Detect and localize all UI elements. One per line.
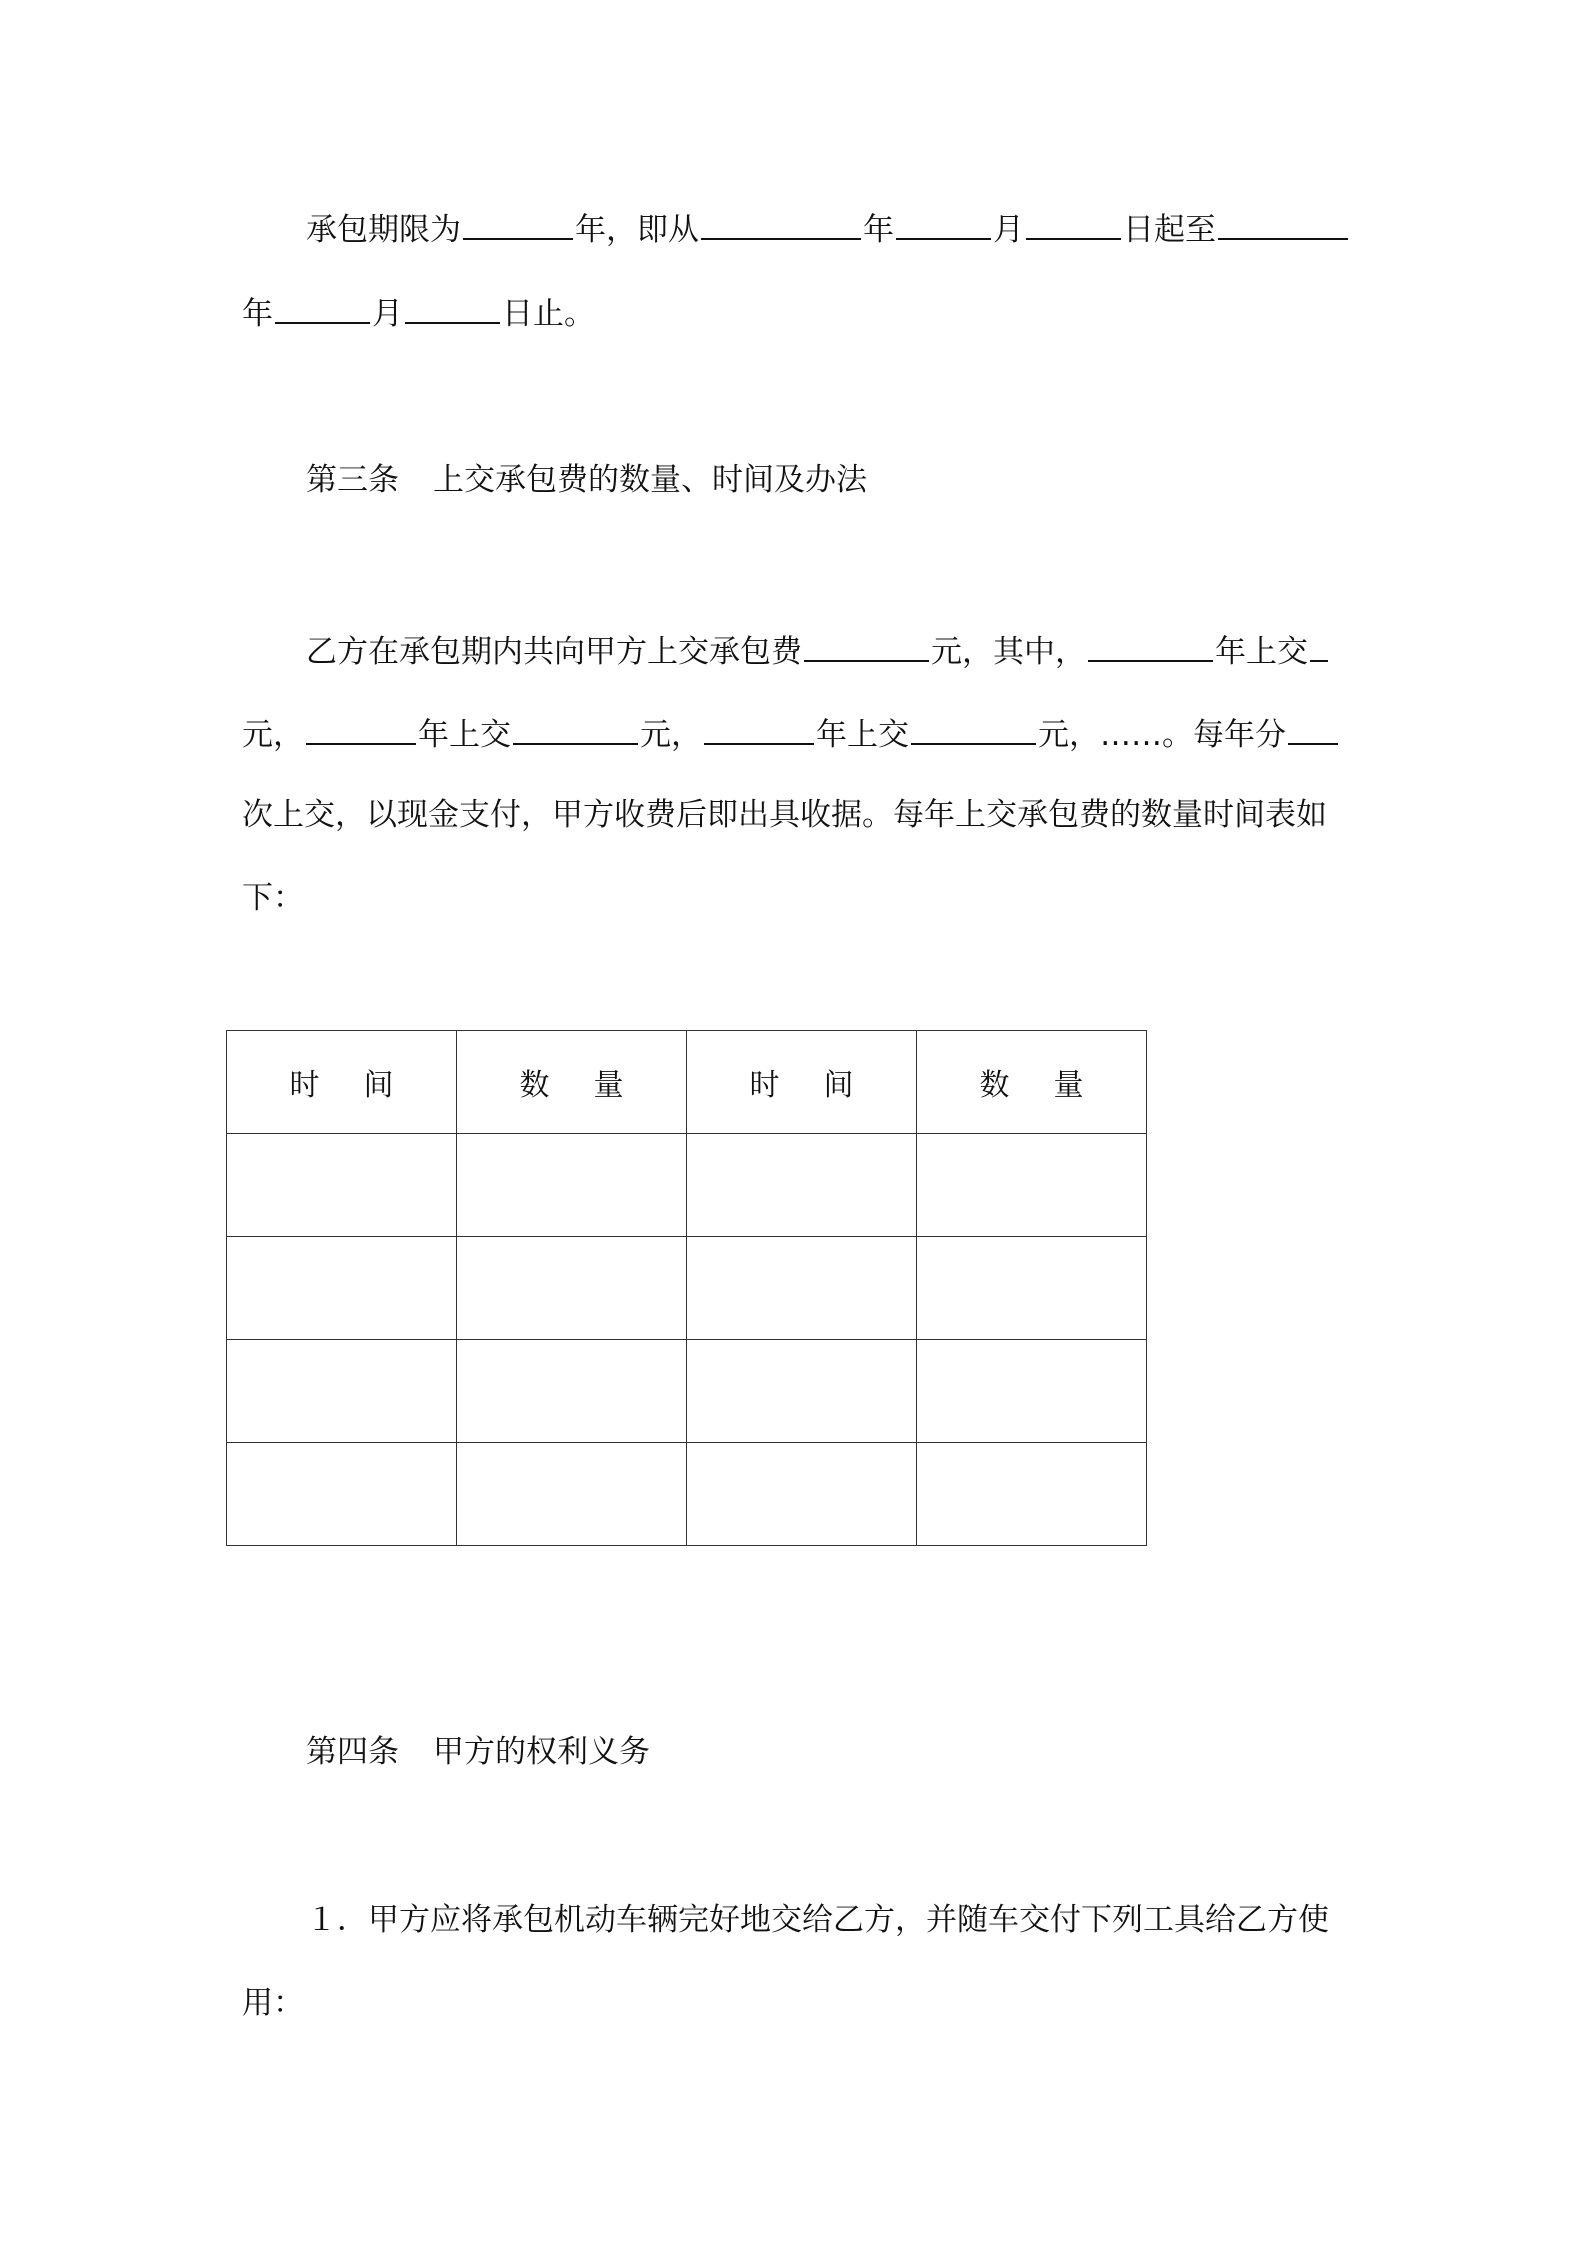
amount-1-blank[interactable]	[1310, 630, 1328, 662]
table-cell[interactable]	[227, 1134, 457, 1237]
payment-line-2: 元， 年上交 元， 年上交 元，……。每年分	[242, 713, 1352, 755]
clause-1-line-1: １．甲方应将承包机动车辆完好地交给乙方，并随车交付下列工具给乙方使	[306, 1902, 1329, 1938]
year-3-blank[interactable]	[704, 713, 814, 745]
table-row	[227, 1237, 1147, 1340]
payment-schedule-table	[226, 1030, 1147, 1546]
table-cell[interactable]	[917, 1340, 1147, 1443]
start-year-blank[interactable]	[701, 208, 861, 240]
end-month-blank[interactable]	[275, 292, 370, 324]
table-row	[227, 1340, 1147, 1443]
article-3-heading	[306, 460, 1352, 500]
end-year-blank[interactable]	[1218, 208, 1348, 240]
article-4-title: 甲方的权利义务	[433, 1734, 650, 1770]
years-blank[interactable]	[463, 208, 573, 240]
table-cell[interactable]	[457, 1237, 687, 1340]
header-cell-amount-1: 数量	[457, 1031, 687, 1134]
article-3-number: 第三条	[306, 462, 399, 498]
table-header-row	[227, 1031, 1147, 1134]
year-2-blank[interactable]	[306, 713, 416, 745]
amount-3-blank[interactable]	[911, 713, 1036, 745]
article-4-heading	[306, 1732, 1352, 1772]
term-label: 承包期限为	[306, 212, 461, 248]
table-cell[interactable]	[917, 1134, 1147, 1237]
payment-line-1: 乙方在承包期内共向甲方上交承包费 元，其中， 年上交	[306, 630, 1352, 672]
term-line-1: 承包期限为 年，即从 年 月 日起至	[306, 208, 1352, 250]
header-cell-time-1: 时间	[227, 1031, 457, 1134]
table-cell[interactable]	[687, 1443, 917, 1546]
table-cell[interactable]	[917, 1237, 1147, 1340]
clause-1-line-2: 用：	[242, 1985, 304, 2021]
table-cell[interactable]	[227, 1237, 457, 1340]
term-line-2: 年 月 日止。	[242, 292, 1352, 334]
table-cell[interactable]	[227, 1340, 457, 1443]
payment-line-4: 下：	[242, 880, 304, 916]
table-cell[interactable]	[917, 1443, 1147, 1546]
installments-blank[interactable]	[1288, 713, 1338, 745]
end-day-blank[interactable]	[405, 292, 500, 324]
start-month-blank[interactable]	[896, 208, 991, 240]
table-row	[227, 1134, 1147, 1237]
table-cell[interactable]	[457, 1340, 687, 1443]
table-row	[227, 1443, 1147, 1546]
article-3-title: 上交承包费的数量、时间及办法	[433, 462, 867, 498]
year-1-blank[interactable]	[1088, 630, 1213, 662]
table-cell[interactable]	[687, 1340, 917, 1443]
header-cell-time-2: 时间	[687, 1031, 917, 1134]
table-cell[interactable]	[687, 1134, 917, 1237]
start-day-blank[interactable]	[1026, 208, 1121, 240]
article-4-number: 第四条	[306, 1734, 399, 1770]
table-cell[interactable]	[687, 1237, 917, 1340]
table-cell[interactable]	[227, 1443, 457, 1546]
table-cell[interactable]	[457, 1134, 687, 1237]
total-fee-blank[interactable]	[804, 630, 929, 662]
payment-line-3: 次上交，以现金支付，甲方收费后即出具收据。每年上交承包费的数量时间表如	[242, 797, 1327, 833]
amount-2-blank[interactable]	[513, 713, 638, 745]
table-cell[interactable]	[457, 1443, 687, 1546]
header-cell-amount-2: 数量	[917, 1031, 1147, 1134]
